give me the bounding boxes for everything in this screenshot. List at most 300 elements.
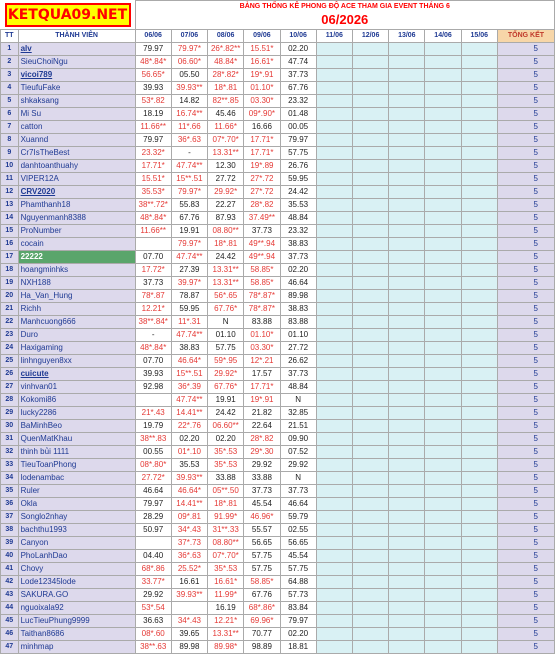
total-cell[interactable]: 5 [497,237,554,250]
row-number-cell[interactable]: 6 [1,107,19,120]
empty-value-cell[interactable] [425,315,461,328]
empty-value-cell[interactable] [352,562,388,575]
value-cell[interactable]: 16.74** [171,107,207,120]
empty-value-cell[interactable] [425,536,461,549]
value-cell[interactable]: 15.51* [244,42,280,55]
value-cell[interactable]: 11.66** [135,120,171,133]
member-name-cell[interactable]: Ruler [18,484,135,497]
value-cell[interactable]: 39.97* [171,276,207,289]
empty-value-cell[interactable] [461,614,497,627]
row-number-cell[interactable]: 34 [1,471,19,484]
value-cell[interactable]: 79.97 [280,614,316,627]
empty-value-cell[interactable] [389,81,425,94]
value-cell[interactable]: 38**.84* [135,315,171,328]
value-cell[interactable]: 22*.76 [171,419,207,432]
empty-value-cell[interactable] [352,302,388,315]
value-cell[interactable]: 06.60* [171,55,207,68]
empty-value-cell[interactable] [316,263,352,276]
row-number-cell[interactable]: 24 [1,341,19,354]
value-cell[interactable]: - [171,146,207,159]
member-name-cell[interactable]: cuicute [18,367,135,380]
empty-value-cell[interactable] [316,445,352,458]
value-cell[interactable]: 48*.84* [135,211,171,224]
member-name-cell[interactable]: Haxigaming [18,341,135,354]
empty-value-cell[interactable] [316,588,352,601]
member-name-cell[interactable]: NXH188 [18,276,135,289]
col-header-date[interactable]: 07/06 [171,29,207,42]
value-cell[interactable]: 18*.81 [208,237,244,250]
empty-value-cell[interactable] [352,341,388,354]
empty-value-cell[interactable] [352,406,388,419]
value-cell[interactable]: 22.27 [208,198,244,211]
total-cell[interactable]: 5 [497,302,554,315]
value-cell[interactable]: 46.96* [244,510,280,523]
col-header-date[interactable]: 10/06 [280,29,316,42]
value-cell[interactable]: 18*.81 [208,81,244,94]
empty-value-cell[interactable] [425,458,461,471]
value-cell[interactable]: 49**.94 [244,237,280,250]
total-cell[interactable]: 5 [497,367,554,380]
value-cell[interactable]: 19.91 [208,393,244,406]
value-cell[interactable]: 26.62 [280,354,316,367]
empty-value-cell[interactable] [461,549,497,562]
empty-value-cell[interactable] [389,146,425,159]
row-number-cell[interactable]: 5 [1,94,19,107]
member-name-cell[interactable]: alv [18,42,135,55]
value-cell[interactable]: 57.75 [280,562,316,575]
empty-value-cell[interactable] [389,549,425,562]
value-cell[interactable]: 58.85* [244,263,280,276]
value-cell[interactable]: 26*.82** [208,42,244,55]
empty-value-cell[interactable] [425,393,461,406]
row-number-cell[interactable]: 33 [1,458,19,471]
value-cell[interactable]: 70.77 [244,627,280,640]
value-cell[interactable]: 48.84 [280,380,316,393]
value-cell[interactable]: 39.65 [171,627,207,640]
value-cell[interactable]: 14.82 [171,94,207,107]
empty-value-cell[interactable] [352,68,388,81]
value-cell[interactable]: 64.88 [280,575,316,588]
value-cell[interactable]: 17.71* [135,159,171,172]
total-cell[interactable]: 5 [497,172,554,185]
value-cell[interactable]: 02.20 [171,432,207,445]
col-header-tt[interactable]: TT [1,29,19,42]
empty-value-cell[interactable] [425,627,461,640]
empty-value-cell[interactable] [461,432,497,445]
value-cell[interactable]: 12.30 [208,159,244,172]
value-cell[interactable]: 05.50 [171,68,207,81]
empty-value-cell[interactable] [316,237,352,250]
value-cell[interactable]: 38.83 [171,341,207,354]
empty-value-cell[interactable] [352,289,388,302]
value-cell[interactable]: 25.52* [171,562,207,575]
value-cell[interactable]: 21.51 [280,419,316,432]
empty-value-cell[interactable] [389,575,425,588]
total-cell[interactable]: 5 [497,159,554,172]
value-cell[interactable]: 16.66 [244,120,280,133]
value-cell[interactable]: 55.57 [244,523,280,536]
total-cell[interactable]: 5 [497,120,554,133]
member-name-cell[interactable]: Ha_Van_Hung [18,289,135,302]
value-cell[interactable]: 57.75 [244,562,280,575]
total-cell[interactable]: 5 [497,341,554,354]
empty-value-cell[interactable] [316,536,352,549]
member-name-cell[interactable]: LucTieuPhung9999 [18,614,135,627]
value-cell[interactable]: 83.84 [280,601,316,614]
value-cell[interactable]: 08*.80* [135,458,171,471]
value-cell[interactable]: 08.80** [208,536,244,549]
empty-value-cell[interactable] [461,237,497,250]
empty-value-cell[interactable] [425,68,461,81]
value-cell[interactable]: 02.20 [280,263,316,276]
empty-value-cell[interactable] [316,146,352,159]
member-name-cell[interactable]: BaMinhBeo [18,419,135,432]
row-number-cell[interactable]: 19 [1,276,19,289]
value-cell[interactable]: 68*.86* [244,601,280,614]
value-cell[interactable]: 13.31** [208,263,244,276]
empty-value-cell[interactable] [461,562,497,575]
empty-value-cell[interactable] [425,601,461,614]
empty-value-cell[interactable] [352,315,388,328]
value-cell[interactable]: 16.61 [171,575,207,588]
empty-value-cell[interactable] [425,198,461,211]
empty-value-cell[interactable] [461,406,497,419]
empty-value-cell[interactable] [389,94,425,107]
col-header-member[interactable]: THÀNH VIÊN [18,29,135,42]
member-name-cell[interactable]: Okla [18,497,135,510]
value-cell[interactable]: 36*.63 [171,133,207,146]
value-cell[interactable]: 14.41** [171,406,207,419]
row-number-cell[interactable]: 16 [1,237,19,250]
empty-value-cell[interactable] [461,107,497,120]
row-number-cell[interactable]: 8 [1,133,19,146]
empty-value-cell[interactable] [316,224,352,237]
value-cell[interactable]: 18*.81 [208,497,244,510]
value-cell[interactable]: 56.65 [244,536,280,549]
value-cell[interactable]: 06.60** [208,419,244,432]
col-header-date[interactable]: 06/06 [135,29,171,42]
value-cell[interactable]: 67.76 [280,81,316,94]
total-cell[interactable]: 5 [497,588,554,601]
empty-value-cell[interactable] [425,94,461,107]
value-cell[interactable]: 18.19 [135,107,171,120]
total-cell[interactable]: 5 [497,497,554,510]
empty-value-cell[interactable] [316,367,352,380]
empty-value-cell[interactable] [352,510,388,523]
col-header-date[interactable]: 09/06 [244,29,280,42]
value-cell[interactable]: 02.55 [280,523,316,536]
member-name-cell[interactable]: lucky2286 [18,406,135,419]
empty-value-cell[interactable] [352,159,388,172]
empty-value-cell[interactable] [389,211,425,224]
value-cell[interactable]: 47.74** [171,250,207,263]
value-cell[interactable]: 78*.87 [135,289,171,302]
empty-value-cell[interactable] [389,55,425,68]
member-name-cell[interactable]: Duro [18,328,135,341]
empty-value-cell[interactable] [389,393,425,406]
row-number-cell[interactable]: 1 [1,42,19,55]
value-cell[interactable]: 48.84 [280,211,316,224]
value-cell[interactable]: N [280,393,316,406]
value-cell[interactable]: 28*.82 [244,198,280,211]
member-name-cell[interactable]: shkaksang [18,94,135,107]
value-cell[interactable]: 33.77* [135,575,171,588]
empty-value-cell[interactable] [389,484,425,497]
value-cell[interactable]: 89.98 [280,289,316,302]
value-cell[interactable]: 11.99* [208,588,244,601]
row-number-cell[interactable]: 11 [1,172,19,185]
total-cell[interactable]: 5 [497,614,554,627]
empty-value-cell[interactable] [316,302,352,315]
value-cell[interactable]: 17.57 [244,367,280,380]
empty-value-cell[interactable] [461,601,497,614]
empty-value-cell[interactable] [352,172,388,185]
value-cell[interactable]: 29.92* [208,367,244,380]
value-cell[interactable]: 13.31** [208,146,244,159]
value-cell[interactable]: N [280,471,316,484]
value-cell[interactable]: 16.19 [208,601,244,614]
total-cell[interactable]: 5 [497,471,554,484]
total-cell[interactable]: 5 [497,536,554,549]
empty-value-cell[interactable] [389,68,425,81]
col-header-date[interactable]: 13/06 [389,29,425,42]
empty-value-cell[interactable] [316,250,352,263]
empty-value-cell[interactable] [461,276,497,289]
empty-value-cell[interactable] [316,484,352,497]
value-cell[interactable]: 29*.30 [244,445,280,458]
value-cell[interactable]: 05**.50 [208,484,244,497]
value-cell[interactable]: 28*.82 [244,432,280,445]
value-cell[interactable]: 11*.66 [171,120,207,133]
value-cell[interactable]: 46.64 [280,276,316,289]
empty-value-cell[interactable] [316,133,352,146]
empty-value-cell[interactable] [425,562,461,575]
value-cell[interactable]: 79.97* [171,42,207,55]
empty-value-cell[interactable] [352,237,388,250]
value-cell[interactable]: 37.73 [135,276,171,289]
value-cell[interactable]: 67.76 [171,211,207,224]
col-header-date[interactable]: 11/06 [316,29,352,42]
value-cell[interactable]: 19*.89 [244,159,280,172]
empty-value-cell[interactable] [425,276,461,289]
site-logo[interactable]: KETQUA09.NET [5,3,131,27]
empty-value-cell[interactable] [352,55,388,68]
value-cell[interactable]: 14.41** [171,497,207,510]
empty-value-cell[interactable] [461,55,497,68]
value-cell[interactable]: 04.40 [135,549,171,562]
value-cell[interactable]: 09*.81 [171,510,207,523]
value-cell[interactable]: 53*.54 [135,601,171,614]
value-cell[interactable]: 55.83 [171,198,207,211]
value-cell[interactable]: 38.83 [280,237,316,250]
member-name-cell[interactable]: SAKURA.GO [18,588,135,601]
empty-value-cell[interactable] [389,224,425,237]
value-cell[interactable]: 39.93** [171,81,207,94]
row-number-cell[interactable]: 22 [1,315,19,328]
empty-value-cell[interactable] [316,289,352,302]
empty-value-cell[interactable] [316,601,352,614]
row-number-cell[interactable]: 25 [1,354,19,367]
row-number-cell[interactable]: 21 [1,302,19,315]
member-name-cell[interactable]: vinhvan01 [18,380,135,393]
value-cell[interactable]: 11*.31 [171,315,207,328]
member-name-cell[interactable]: thinh bủi 1111 [18,445,135,458]
member-name-cell[interactable]: danhtoanthuahy [18,159,135,172]
total-cell[interactable]: 5 [497,601,554,614]
empty-value-cell[interactable] [352,471,388,484]
empty-value-cell[interactable] [389,172,425,185]
empty-value-cell[interactable] [316,42,352,55]
value-cell[interactable]: 98.89 [244,640,280,653]
value-cell[interactable]: 01.48 [280,107,316,120]
row-number-cell[interactable]: 10 [1,159,19,172]
empty-value-cell[interactable] [425,432,461,445]
value-cell[interactable]: 37.49** [244,211,280,224]
empty-value-cell[interactable] [461,120,497,133]
empty-value-cell[interactable] [425,614,461,627]
empty-value-cell[interactable] [389,263,425,276]
empty-value-cell[interactable] [461,458,497,471]
value-cell[interactable]: 17.71* [244,380,280,393]
total-cell[interactable]: 5 [497,406,554,419]
empty-value-cell[interactable] [425,549,461,562]
empty-value-cell[interactable] [352,549,388,562]
value-cell[interactable]: 24.42 [208,406,244,419]
value-cell[interactable]: 07.52 [280,445,316,458]
empty-value-cell[interactable] [425,250,461,263]
empty-value-cell[interactable] [352,523,388,536]
value-cell[interactable]: 78.87 [171,289,207,302]
value-cell[interactable]: 07*.70* [208,133,244,146]
row-number-cell[interactable]: 45 [1,614,19,627]
value-cell[interactable]: 01.10 [280,328,316,341]
value-cell[interactable]: 23.32 [280,224,316,237]
total-cell[interactable]: 5 [497,575,554,588]
member-name-cell[interactable]: ProNumber [18,224,135,237]
row-number-cell[interactable]: 14 [1,211,19,224]
value-cell[interactable]: 35*.53 [208,445,244,458]
member-name-cell[interactable]: nguoixala92 [18,601,135,614]
value-cell[interactable]: 56*.65 [208,289,244,302]
value-cell[interactable]: 15**.51 [171,172,207,185]
value-cell[interactable]: 02.20 [208,432,244,445]
total-cell[interactable]: 5 [497,42,554,55]
empty-value-cell[interactable] [352,120,388,133]
value-cell[interactable]: 01.10* [244,328,280,341]
value-cell[interactable]: 34*.43 [171,614,207,627]
value-cell[interactable]: 23.32 [280,94,316,107]
empty-value-cell[interactable] [389,367,425,380]
row-number-cell[interactable]: 28 [1,393,19,406]
member-name-cell[interactable]: Canyon [18,536,135,549]
value-cell[interactable]: 48*.84* [135,341,171,354]
empty-value-cell[interactable] [425,263,461,276]
total-cell[interactable]: 5 [497,185,554,198]
value-cell[interactable]: 13.31** [208,627,244,640]
value-cell[interactable]: 39.93 [135,367,171,380]
row-number-cell[interactable]: 38 [1,523,19,536]
value-cell[interactable]: 50.97 [135,523,171,536]
row-number-cell[interactable]: 44 [1,601,19,614]
empty-value-cell[interactable] [316,432,352,445]
empty-value-cell[interactable] [389,276,425,289]
total-cell[interactable]: 5 [497,211,554,224]
value-cell[interactable]: 47.74** [171,393,207,406]
empty-value-cell[interactable] [316,614,352,627]
value-cell[interactable]: 39.93** [171,588,207,601]
value-cell[interactable]: 37.73 [244,224,280,237]
row-number-cell[interactable]: 43 [1,588,19,601]
empty-value-cell[interactable] [352,328,388,341]
value-cell[interactable]: 18.81 [280,640,316,653]
empty-value-cell[interactable] [352,497,388,510]
empty-value-cell[interactable] [425,302,461,315]
value-cell[interactable] [171,601,207,614]
empty-value-cell[interactable] [352,367,388,380]
empty-value-cell[interactable] [316,341,352,354]
value-cell[interactable]: 39.93** [171,471,207,484]
empty-value-cell[interactable] [425,406,461,419]
total-cell[interactable]: 5 [497,510,554,523]
value-cell[interactable]: 34*.43 [171,523,207,536]
value-cell[interactable]: 07.70 [135,250,171,263]
row-number-cell[interactable]: 46 [1,627,19,640]
value-cell[interactable]: 11.66* [208,120,244,133]
total-cell[interactable]: 5 [497,354,554,367]
member-name-cell[interactable]: Phamthanh18 [18,198,135,211]
row-number-cell[interactable]: 32 [1,445,19,458]
value-cell[interactable]: 37.73 [280,367,316,380]
empty-value-cell[interactable] [425,497,461,510]
value-cell[interactable]: 59.95 [280,172,316,185]
row-number-cell[interactable]: 3 [1,68,19,81]
value-cell[interactable]: 35.53* [135,185,171,198]
value-cell[interactable]: 47.74** [171,328,207,341]
value-cell[interactable]: 27*.72 [244,185,280,198]
total-cell[interactable]: 5 [497,549,554,562]
total-cell[interactable]: 5 [497,81,554,94]
value-cell[interactable]: 02.20 [280,627,316,640]
empty-value-cell[interactable] [461,133,497,146]
row-number-cell[interactable]: 35 [1,484,19,497]
value-cell[interactable]: 19.91 [171,224,207,237]
empty-value-cell[interactable] [425,42,461,55]
empty-value-cell[interactable] [352,536,388,549]
value-cell[interactable]: 19*.91 [244,68,280,81]
value-cell[interactable]: 47.74 [280,55,316,68]
value-cell[interactable]: 38**.83 [135,432,171,445]
empty-value-cell[interactable] [425,367,461,380]
value-cell[interactable]: 17.72* [135,263,171,276]
empty-value-cell[interactable] [389,159,425,172]
row-number-cell[interactable]: 42 [1,575,19,588]
empty-value-cell[interactable] [461,575,497,588]
empty-value-cell[interactable] [316,354,352,367]
value-cell[interactable]: 08.80** [208,224,244,237]
empty-value-cell[interactable] [352,354,388,367]
member-name-cell[interactable]: PhoLanhDao [18,549,135,562]
empty-value-cell[interactable] [316,406,352,419]
member-name-cell[interactable]: vicoi789 [18,68,135,81]
value-cell[interactable]: 27*.72 [244,172,280,185]
empty-value-cell[interactable] [461,627,497,640]
value-cell[interactable]: - [135,328,171,341]
member-name-cell[interactable]: Xuannd [18,133,135,146]
empty-value-cell[interactable] [425,640,461,653]
empty-value-cell[interactable] [425,237,461,250]
value-cell[interactable]: 00.05 [280,120,316,133]
empty-value-cell[interactable] [352,185,388,198]
